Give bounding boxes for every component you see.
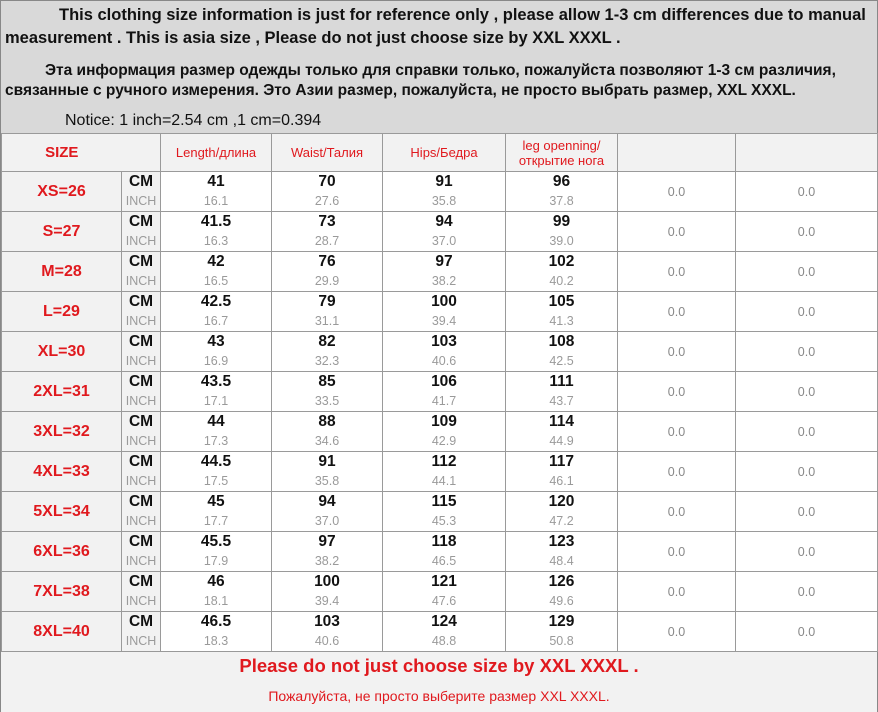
- leg-cell: [506, 212, 618, 252]
- empty-value-cell: 0.0: [736, 212, 878, 252]
- hips-cell: [383, 252, 506, 292]
- unit-cm-label: CM: [128, 533, 154, 550]
- unit-labels: [122, 612, 161, 652]
- length-cell: [161, 412, 272, 452]
- leg-cell: [506, 172, 618, 212]
- size-label: XL=30: [2, 332, 122, 372]
- inch-value: 16.5: [203, 274, 229, 288]
- inch-value: 16.9: [203, 354, 229, 368]
- inch-value: 35.8: [431, 194, 457, 208]
- leg-cell: [506, 612, 618, 652]
- cm-value: 121: [431, 573, 457, 590]
- inch-value: 42.5: [549, 354, 574, 368]
- size-label: 4XL=33: [2, 452, 122, 492]
- cm-value: 42.5: [200, 293, 232, 310]
- size-label: 6XL=36: [2, 532, 122, 572]
- hips-cell: [383, 492, 506, 532]
- cm-value: 111: [549, 373, 574, 390]
- notice-en-line2: measurement . This is asia size , Please do not just choose size by XXL XXXL .: [5, 29, 621, 47]
- table-row: [2, 292, 878, 332]
- unit-cm-label: CM: [128, 493, 154, 510]
- empty-value-cell: 0.0: [618, 572, 736, 612]
- empty-value-cell: 0.0: [736, 572, 878, 612]
- inch-value: 35.8: [314, 474, 340, 488]
- waist-cell: [272, 452, 383, 492]
- inch-value: 50.8: [549, 634, 574, 648]
- unit-cm-label: CM: [128, 213, 154, 230]
- unit-inch-label: INCH: [125, 594, 157, 608]
- footer-warning-en: Please do not just choose size by XXL XXXL .: [239, 655, 639, 676]
- header-hips: Hips/Бедра: [383, 134, 506, 172]
- cm-value: 82: [318, 333, 336, 350]
- leg-cell: [506, 412, 618, 452]
- size-table: [1, 133, 878, 652]
- unit-inch-label: INCH: [125, 434, 157, 448]
- cm-value: 118: [431, 533, 457, 550]
- inch-value: 46.5: [431, 554, 457, 568]
- empty-value-cell: 0.0: [736, 292, 878, 332]
- unit-cm-label: CM: [128, 293, 154, 310]
- header-size: SIZE: [2, 134, 122, 172]
- cm-value: 99: [552, 213, 571, 230]
- unit-inch-label: INCH: [125, 474, 157, 488]
- unit-inch-label: INCH: [125, 394, 157, 408]
- cm-value: 117: [548, 453, 574, 470]
- cm-value: 43: [207, 333, 225, 350]
- table-row: [2, 452, 878, 492]
- hips-cell: [383, 212, 506, 252]
- table-row: [2, 372, 878, 412]
- empty-value-cell: 0.0: [736, 332, 878, 372]
- header-length: Length/длина: [161, 134, 272, 172]
- length-cell: [161, 372, 272, 412]
- inch-value: 17.1: [203, 394, 229, 408]
- inch-value: 42.9: [431, 434, 457, 448]
- unit-inch-label: INCH: [125, 354, 157, 368]
- footer-warning-ru: Пожалуйста, не просто выберите размер XXL XXXL.: [268, 688, 610, 704]
- notice-panel: [1, 1, 877, 134]
- hips-cell: [383, 172, 506, 212]
- cm-value: 108: [548, 333, 575, 350]
- empty-value-cell: 0.0: [618, 252, 736, 292]
- inch-value: 44.1: [431, 474, 457, 488]
- hips-cell: [383, 372, 506, 412]
- table-row: [2, 532, 878, 572]
- size-label: 5XL=34: [2, 492, 122, 532]
- empty-value-cell: 0.0: [618, 532, 736, 572]
- size-label: L=29: [2, 292, 122, 332]
- leg-cell: [506, 492, 618, 532]
- empty-value-cell: 0.0: [618, 372, 736, 412]
- length-cell: [161, 572, 272, 612]
- unit-labels: [122, 452, 161, 492]
- unit-labels: [122, 292, 161, 332]
- unit-cm-label: CM: [128, 573, 154, 590]
- empty-value-cell: 0.0: [618, 332, 736, 372]
- unit-cm-label: CM: [128, 373, 154, 390]
- cm-value: 41: [207, 173, 225, 190]
- leg-cell: [506, 372, 618, 412]
- inch-value: 41.7: [431, 394, 457, 408]
- notice-en-line1: This clothing size information is just for reference only , please allow 1-3 cm differences due to manual: [59, 6, 866, 24]
- inch-value: 17.7: [203, 514, 229, 528]
- size-label: S=27: [2, 212, 122, 252]
- conversion-note: Notice: 1 inch=2.54 cm ,1 cm=0.394: [65, 112, 322, 129]
- empty-value-cell: 0.0: [736, 412, 878, 452]
- unit-labels: [122, 572, 161, 612]
- header-blank-2: [736, 134, 878, 172]
- cm-value: 79: [318, 293, 336, 310]
- hips-cell: [383, 332, 506, 372]
- cm-value: 96: [552, 173, 571, 190]
- inch-value: 17.3: [203, 434, 229, 448]
- length-cell: [161, 332, 272, 372]
- table-row: [2, 412, 878, 452]
- table-row: [2, 612, 878, 652]
- cm-value: 120: [548, 493, 575, 510]
- length-cell: [161, 612, 272, 652]
- leg-cell: [506, 292, 618, 332]
- cm-value: 91: [435, 173, 453, 190]
- inch-value: 39.0: [549, 234, 574, 248]
- waist-cell: [272, 212, 383, 252]
- inch-value: 37.0: [431, 234, 457, 248]
- inch-value: 31.1: [314, 314, 340, 328]
- waist-cell: [272, 292, 383, 332]
- inch-value: 37.8: [549, 194, 574, 208]
- cm-value: 124: [431, 613, 457, 630]
- inch-value: 40.6: [431, 354, 457, 368]
- length-cell: [161, 532, 272, 572]
- inch-value: 17.9: [203, 554, 229, 568]
- cm-value: 70: [318, 173, 336, 190]
- cm-value: 46.5: [200, 613, 232, 630]
- inch-value: 38.2: [314, 554, 340, 568]
- cm-value: 97: [318, 533, 336, 550]
- unit-inch-label: INCH: [125, 554, 157, 568]
- empty-value-cell: 0.0: [618, 612, 736, 652]
- inch-value: 34.6: [314, 434, 340, 448]
- cm-value: 46: [207, 573, 225, 590]
- header-leg-opening: [506, 134, 618, 172]
- cm-value: 112: [431, 453, 457, 470]
- waist-cell: [272, 492, 383, 532]
- inch-value: 48.4: [549, 554, 574, 568]
- hips-cell: [383, 292, 506, 332]
- inch-value: 16.1: [203, 194, 229, 208]
- cm-value: 45.5: [200, 533, 232, 550]
- cm-value: 114: [548, 413, 574, 430]
- empty-value-cell: 0.0: [736, 492, 878, 532]
- cm-value: 115: [431, 493, 457, 510]
- length-cell: [161, 252, 272, 292]
- length-cell: [161, 212, 272, 252]
- empty-value-cell: 0.0: [618, 212, 736, 252]
- cm-value: 41.5: [200, 213, 232, 230]
- table-row: [2, 172, 878, 212]
- cm-value: 100: [314, 573, 340, 590]
- unit-inch-label: INCH: [125, 314, 157, 328]
- length-cell: [161, 452, 272, 492]
- cm-value: 88: [318, 413, 336, 430]
- inch-value: 49.6: [549, 594, 574, 608]
- cm-value: 94: [435, 213, 453, 230]
- unit-inch-label: INCH: [125, 274, 157, 288]
- header-blank-1: [618, 134, 736, 172]
- inch-value: 38.2: [431, 274, 457, 288]
- length-cell: [161, 292, 272, 332]
- unit-labels: [122, 172, 161, 212]
- empty-value-cell: 0.0: [618, 412, 736, 452]
- inch-value: 32.3: [314, 354, 340, 368]
- size-label: M=28: [2, 252, 122, 292]
- length-cell: [161, 172, 272, 212]
- inch-value: 40.6: [314, 634, 340, 648]
- unit-labels: [122, 412, 161, 452]
- leg-cell: [506, 572, 618, 612]
- unit-labels: [122, 212, 161, 252]
- cm-value: 102: [548, 253, 575, 270]
- hips-cell: [383, 532, 506, 572]
- unit-cm-label: CM: [128, 253, 154, 270]
- empty-value-cell: 0.0: [736, 172, 878, 212]
- inch-value: 39.4: [314, 594, 340, 608]
- unit-labels: [122, 252, 161, 292]
- unit-inch-label: INCH: [125, 194, 157, 208]
- table-row: [2, 332, 878, 372]
- cm-value: 45: [207, 493, 225, 510]
- cm-value: 126: [548, 573, 575, 590]
- notice-ru-line2: связанные с ручного измерения. Это Азии размер, пожалуйста, не просто выбрать размер, XXL XXXL.: [5, 82, 796, 99]
- waist-cell: [272, 572, 383, 612]
- cm-value: 100: [431, 293, 457, 310]
- empty-value-cell: 0.0: [618, 452, 736, 492]
- leg-cell: [506, 452, 618, 492]
- waist-cell: [272, 332, 383, 372]
- cm-value: 73: [318, 213, 336, 230]
- cm-value: 105: [548, 293, 575, 310]
- size-label: 3XL=32: [2, 412, 122, 452]
- empty-value-cell: 0.0: [736, 612, 878, 652]
- unit-cm-label: CM: [128, 173, 154, 190]
- cm-value: 76: [318, 253, 336, 270]
- inch-value: 47.2: [549, 514, 574, 528]
- inch-value: 16.3: [203, 234, 229, 248]
- hips-cell: [383, 612, 506, 652]
- header-row: [2, 134, 878, 172]
- inch-value: 48.8: [431, 634, 457, 648]
- cm-value: 43.5: [200, 373, 232, 390]
- cm-value: 106: [431, 373, 457, 390]
- inch-value: 41.3: [549, 314, 574, 328]
- notice-ru-line1: Эта информация размер одежды только для справки только, пожалуйста позволяют 1-3 см различия,: [45, 62, 836, 79]
- header-unit-blank: [122, 134, 161, 172]
- waist-cell: [272, 412, 383, 452]
- waist-cell: [272, 612, 383, 652]
- header-waist: Waist/Талия: [272, 134, 383, 172]
- inch-value: 28.7: [314, 234, 340, 248]
- waist-cell: [272, 372, 383, 412]
- length-cell: [161, 492, 272, 532]
- cm-value: 129: [548, 613, 575, 630]
- hips-cell: [383, 572, 506, 612]
- unit-labels: [122, 332, 161, 372]
- header-leg-line1: leg openning/: [522, 137, 601, 153]
- inch-value: 46.1: [549, 474, 574, 488]
- waist-cell: [272, 532, 383, 572]
- unit-cm-label: CM: [128, 333, 154, 350]
- size-label: 2XL=31: [2, 372, 122, 412]
- cm-value: 42: [207, 253, 225, 270]
- leg-cell: [506, 252, 618, 292]
- inch-value: 47.6: [431, 594, 457, 608]
- table-row: [2, 572, 878, 612]
- cm-value: 94: [318, 493, 336, 510]
- cm-value: 91: [318, 453, 336, 470]
- unit-inch-label: INCH: [125, 634, 157, 648]
- header-leg-line2: открытие нога: [518, 152, 605, 168]
- size-label: 7XL=38: [2, 572, 122, 612]
- inch-value: 44.9: [549, 434, 574, 448]
- unit-labels: [122, 372, 161, 412]
- empty-value-cell: 0.0: [736, 252, 878, 292]
- inch-value: 27.6: [314, 194, 340, 208]
- leg-cell: [506, 332, 618, 372]
- inch-value: 18.3: [203, 634, 229, 648]
- unit-inch-label: INCH: [125, 514, 157, 528]
- cm-value: 97: [435, 253, 453, 270]
- inch-value: 43.7: [549, 394, 574, 408]
- size-label: 8XL=40: [2, 612, 122, 652]
- size-label: XS=26: [2, 172, 122, 212]
- cm-value: 109: [431, 413, 457, 430]
- hips-cell: [383, 452, 506, 492]
- table-row: [2, 252, 878, 292]
- empty-value-cell: 0.0: [736, 372, 878, 412]
- empty-value-cell: 0.0: [618, 292, 736, 332]
- unit-labels: [122, 532, 161, 572]
- inch-value: 29.9: [314, 274, 340, 288]
- inch-value: 37.0: [314, 514, 340, 528]
- inch-value: 45.3: [431, 514, 457, 528]
- inch-value: 17.5: [203, 474, 229, 488]
- unit-cm-label: CM: [128, 613, 154, 630]
- empty-value-cell: 0.0: [736, 532, 878, 572]
- table-row: [2, 492, 878, 532]
- unit-cm-label: CM: [128, 413, 154, 430]
- hips-cell: [383, 412, 506, 452]
- inch-value: 40.2: [549, 274, 574, 288]
- waist-cell: [272, 252, 383, 292]
- inch-value: 18.1: [203, 594, 229, 608]
- inch-value: 39.4: [431, 314, 457, 328]
- unit-inch-label: INCH: [125, 234, 157, 248]
- waist-cell: [272, 172, 383, 212]
- unit-labels: [122, 492, 161, 532]
- table-row: [2, 212, 878, 252]
- empty-value-cell: 0.0: [618, 492, 736, 532]
- cm-value: 103: [314, 613, 340, 630]
- leg-cell: [506, 532, 618, 572]
- empty-value-cell: 0.0: [618, 172, 736, 212]
- cm-value: 85: [318, 373, 336, 390]
- cm-value: 123: [548, 533, 575, 550]
- footer-warning: [1, 651, 877, 712]
- inch-value: 16.7: [203, 314, 229, 328]
- cm-value: 44: [207, 413, 225, 430]
- empty-value-cell: 0.0: [736, 452, 878, 492]
- unit-cm-label: CM: [128, 453, 154, 470]
- inch-value: 33.5: [314, 394, 340, 408]
- cm-value: 103: [431, 333, 457, 350]
- cm-value: 44.5: [200, 453, 232, 470]
